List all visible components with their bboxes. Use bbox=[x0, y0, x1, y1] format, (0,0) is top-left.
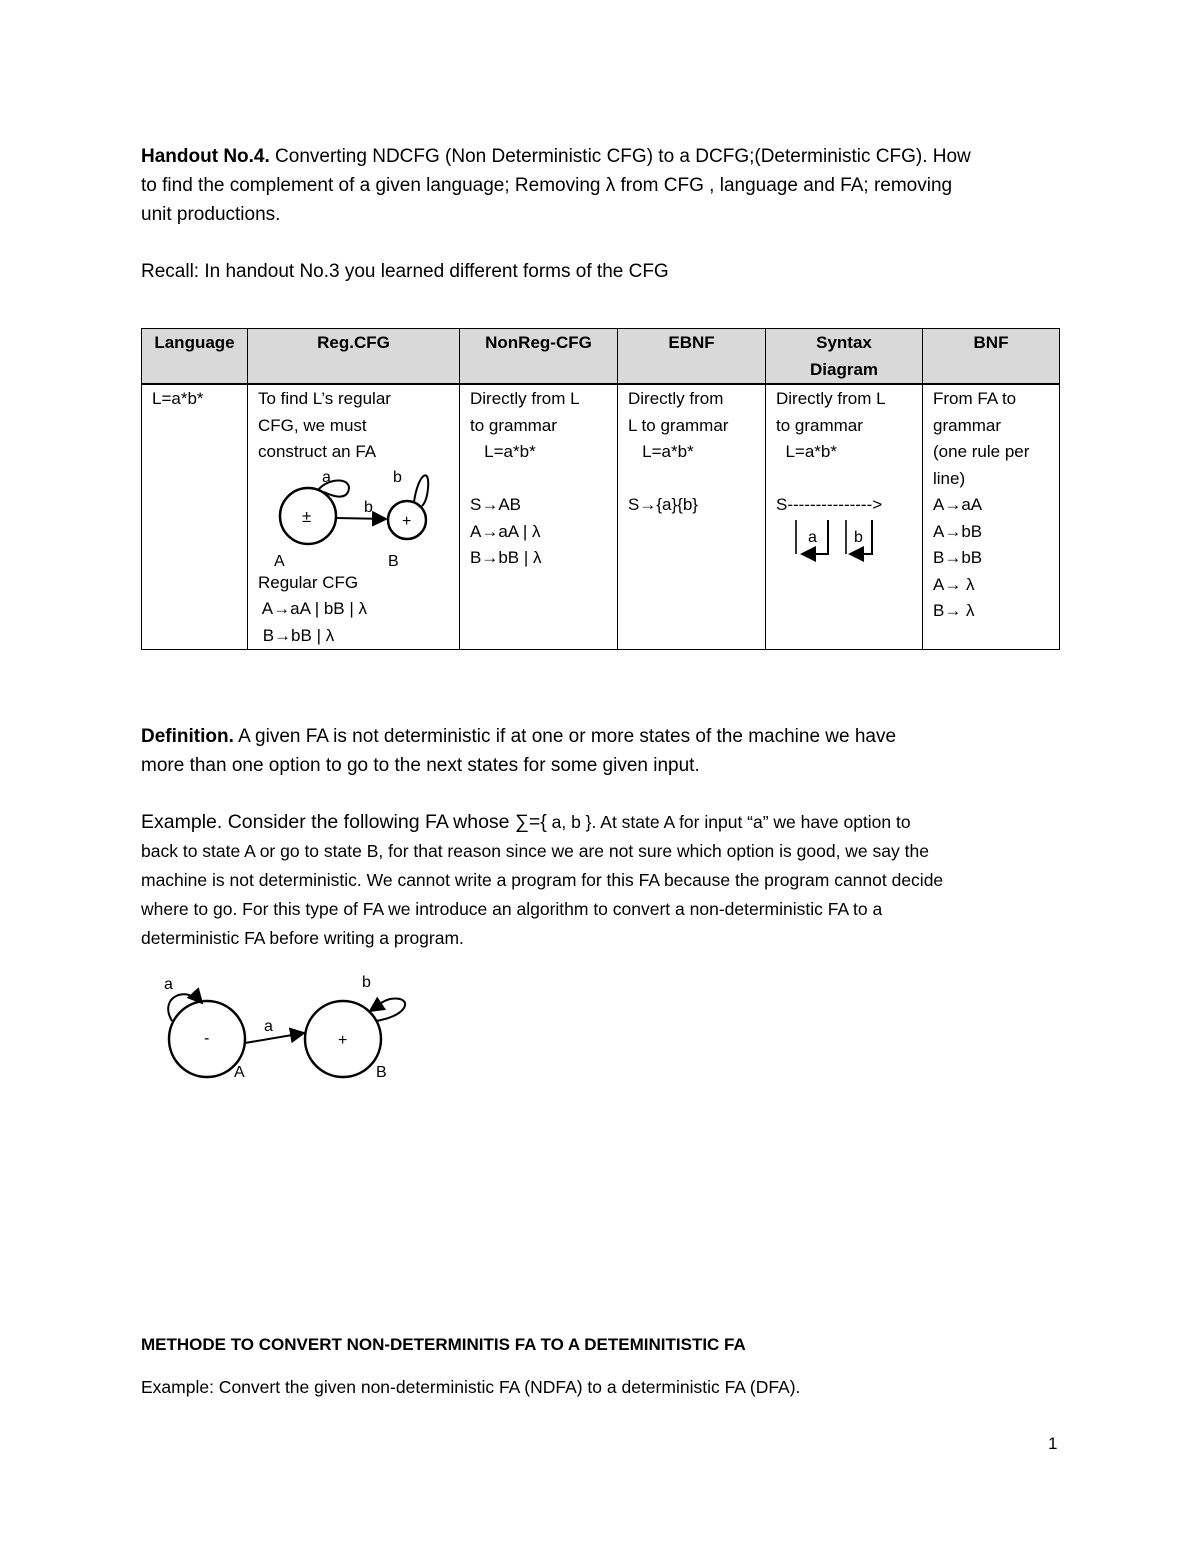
method-heading: METHODE TO CONVERT NON-DETERMINITIS FA TO A DETEMINITISTIC FA bbox=[141, 1335, 746, 1354]
fa-diagram-small bbox=[258, 466, 448, 570]
table-header-row bbox=[142, 329, 1060, 385]
header-syntax: Syntax bbox=[816, 333, 872, 352]
definition-text: A given FA is not deterministic if at one or more states of the machine we have bbox=[233, 726, 897, 747]
fa-label-a: a bbox=[322, 468, 331, 486]
header-regcfg: Reg.CFG bbox=[248, 329, 460, 385]
regular-cfg-rule: B→bB | λ bbox=[258, 625, 335, 645]
handout-title bbox=[141, 142, 971, 171]
cell-ebnf bbox=[618, 384, 766, 650]
header-syntax-diagram bbox=[766, 329, 923, 385]
cell-bnf bbox=[923, 384, 1060, 650]
bnf-line: B→bB bbox=[933, 548, 983, 567]
syntax-line: Directly from L bbox=[776, 389, 886, 408]
example-line-1-rest: a, b }. At state A for input “a” we have option to bbox=[546, 812, 911, 832]
header-nonregcfg: NonReg-CFG bbox=[460, 329, 618, 385]
ndfa-state2-symbol: + bbox=[338, 1032, 348, 1049]
header-diagram: Diagram bbox=[809, 359, 879, 379]
cell-nonregcfg bbox=[460, 384, 618, 650]
regcfg-line: construct an FA bbox=[258, 442, 377, 461]
fa-label-b-top: b bbox=[393, 468, 402, 486]
bnf-line: B→ λ bbox=[933, 601, 975, 620]
ebnf-line: L to grammar bbox=[628, 415, 729, 435]
table-row bbox=[142, 384, 1060, 650]
ebnf-line: L=a*b* bbox=[628, 442, 694, 461]
header-bnf: BNF bbox=[923, 329, 1060, 385]
syntax-line: L=a*b* bbox=[776, 442, 837, 461]
syntax-line: to grammar bbox=[776, 415, 863, 435]
bnf-line: (one rule per bbox=[933, 442, 1030, 461]
example-line-1 bbox=[141, 808, 911, 837]
header-ebnf: EBNF bbox=[618, 329, 766, 385]
bnf-line: A→aA bbox=[933, 495, 983, 514]
page-number: 1 bbox=[1048, 1434, 1058, 1453]
example-line-5: deterministic FA before writing a program. bbox=[141, 928, 464, 948]
syntax-diagram bbox=[776, 518, 906, 568]
header-language: Language bbox=[142, 329, 248, 385]
example-line-2: back to state A or go to state B, for that reason since we are not sure which option is good, we say the bbox=[141, 841, 929, 861]
fa-state2-symbol: + bbox=[402, 512, 412, 530]
nonreg-line: A→aA | λ bbox=[470, 521, 541, 541]
regcfg-line: CFG, we must bbox=[258, 415, 367, 435]
ebnf-line bbox=[628, 466, 755, 493]
example-line-3: machine is not deterministic. We cannot write a program for this FA because the program cannot decide bbox=[141, 870, 944, 890]
ebnf-line: Directly from bbox=[628, 389, 724, 408]
syntax-box-b: b bbox=[854, 529, 863, 546]
ndfa-loop-b-label: b bbox=[362, 974, 371, 991]
ndfa-loop-a-label: a bbox=[164, 976, 173, 993]
bnf-line: line) bbox=[933, 468, 966, 488]
fa-label-b-mid: b bbox=[364, 498, 373, 516]
ndfa-state2-name: B bbox=[376, 1064, 387, 1081]
bnf-line: From FA to bbox=[933, 389, 1017, 408]
syntax-start: S---------------> bbox=[776, 494, 883, 514]
ndfa-edge-ab bbox=[245, 1033, 304, 1043]
nonreg-line bbox=[470, 466, 607, 493]
fa-loop-b bbox=[414, 475, 428, 506]
method-example: Example: Convert the given non-deterministic FA (NDFA) to a deterministic FA (DFA). bbox=[141, 1377, 801, 1397]
title-text: Converting NDCFG (Non Deterministic CFG) to a DCFG;(Deterministic CFG). How bbox=[269, 146, 971, 167]
bnf-line: A→bB bbox=[933, 521, 983, 541]
syntax-box-a: a bbox=[808, 529, 817, 546]
bnf-line: grammar bbox=[933, 415, 1002, 435]
cell-regcfg bbox=[248, 384, 460, 650]
ndfa-diagram bbox=[150, 965, 430, 1085]
example-lead: Example. Consider the following FA whose ∑={ bbox=[141, 811, 547, 833]
ndfa-edge-label: a bbox=[264, 1018, 273, 1035]
cell-language: L=a*b* bbox=[142, 384, 248, 650]
nonreg-line: B→bB | λ bbox=[470, 548, 542, 567]
bnf-line: A→ λ bbox=[933, 574, 975, 594]
intro-line-3: unit productions. bbox=[141, 204, 281, 225]
ndfa-state1-symbol: - bbox=[204, 1030, 210, 1047]
fa-edge-ab bbox=[336, 518, 386, 519]
definition-line-2: more than one option to go to the next states for some given input. bbox=[141, 755, 700, 776]
regcfg-line: To find L’s regular bbox=[258, 389, 391, 408]
nonreg-line: Directly from L bbox=[470, 389, 580, 408]
cfg-forms-table bbox=[141, 328, 1060, 650]
ebnf-line: S→{a}{b} bbox=[628, 495, 698, 514]
handout-number: Handout No.4. bbox=[141, 146, 270, 167]
cell-syntax-diagram bbox=[766, 384, 923, 650]
recall-line: Recall: In handout No.3 you learned different forms of the CFG bbox=[141, 261, 669, 282]
ndfa-state1-name: A bbox=[234, 1064, 245, 1081]
fa-state1-name: A bbox=[274, 552, 285, 570]
regular-cfg-title: Regular CFG bbox=[258, 572, 359, 592]
regular-cfg-rule: A→aA | bB | λ bbox=[258, 599, 367, 618]
nonreg-line: L=a*b* bbox=[470, 442, 536, 461]
intro-line-2: to find the complement of a given language; Removing λ from CFG , language and FA; removing bbox=[141, 175, 953, 196]
fa-state1-symbol: ± bbox=[302, 506, 312, 526]
nonreg-line: S→AB bbox=[470, 495, 522, 514]
fa-state2-name: B bbox=[388, 552, 399, 570]
example-line-4: where to go. For this type of FA we introduce an algorithm to convert a non-deterministic FA to a bbox=[141, 899, 883, 919]
definition-line-1 bbox=[141, 722, 896, 751]
definition-label: Definition. bbox=[141, 726, 234, 747]
nonreg-line: to grammar bbox=[470, 415, 557, 435]
